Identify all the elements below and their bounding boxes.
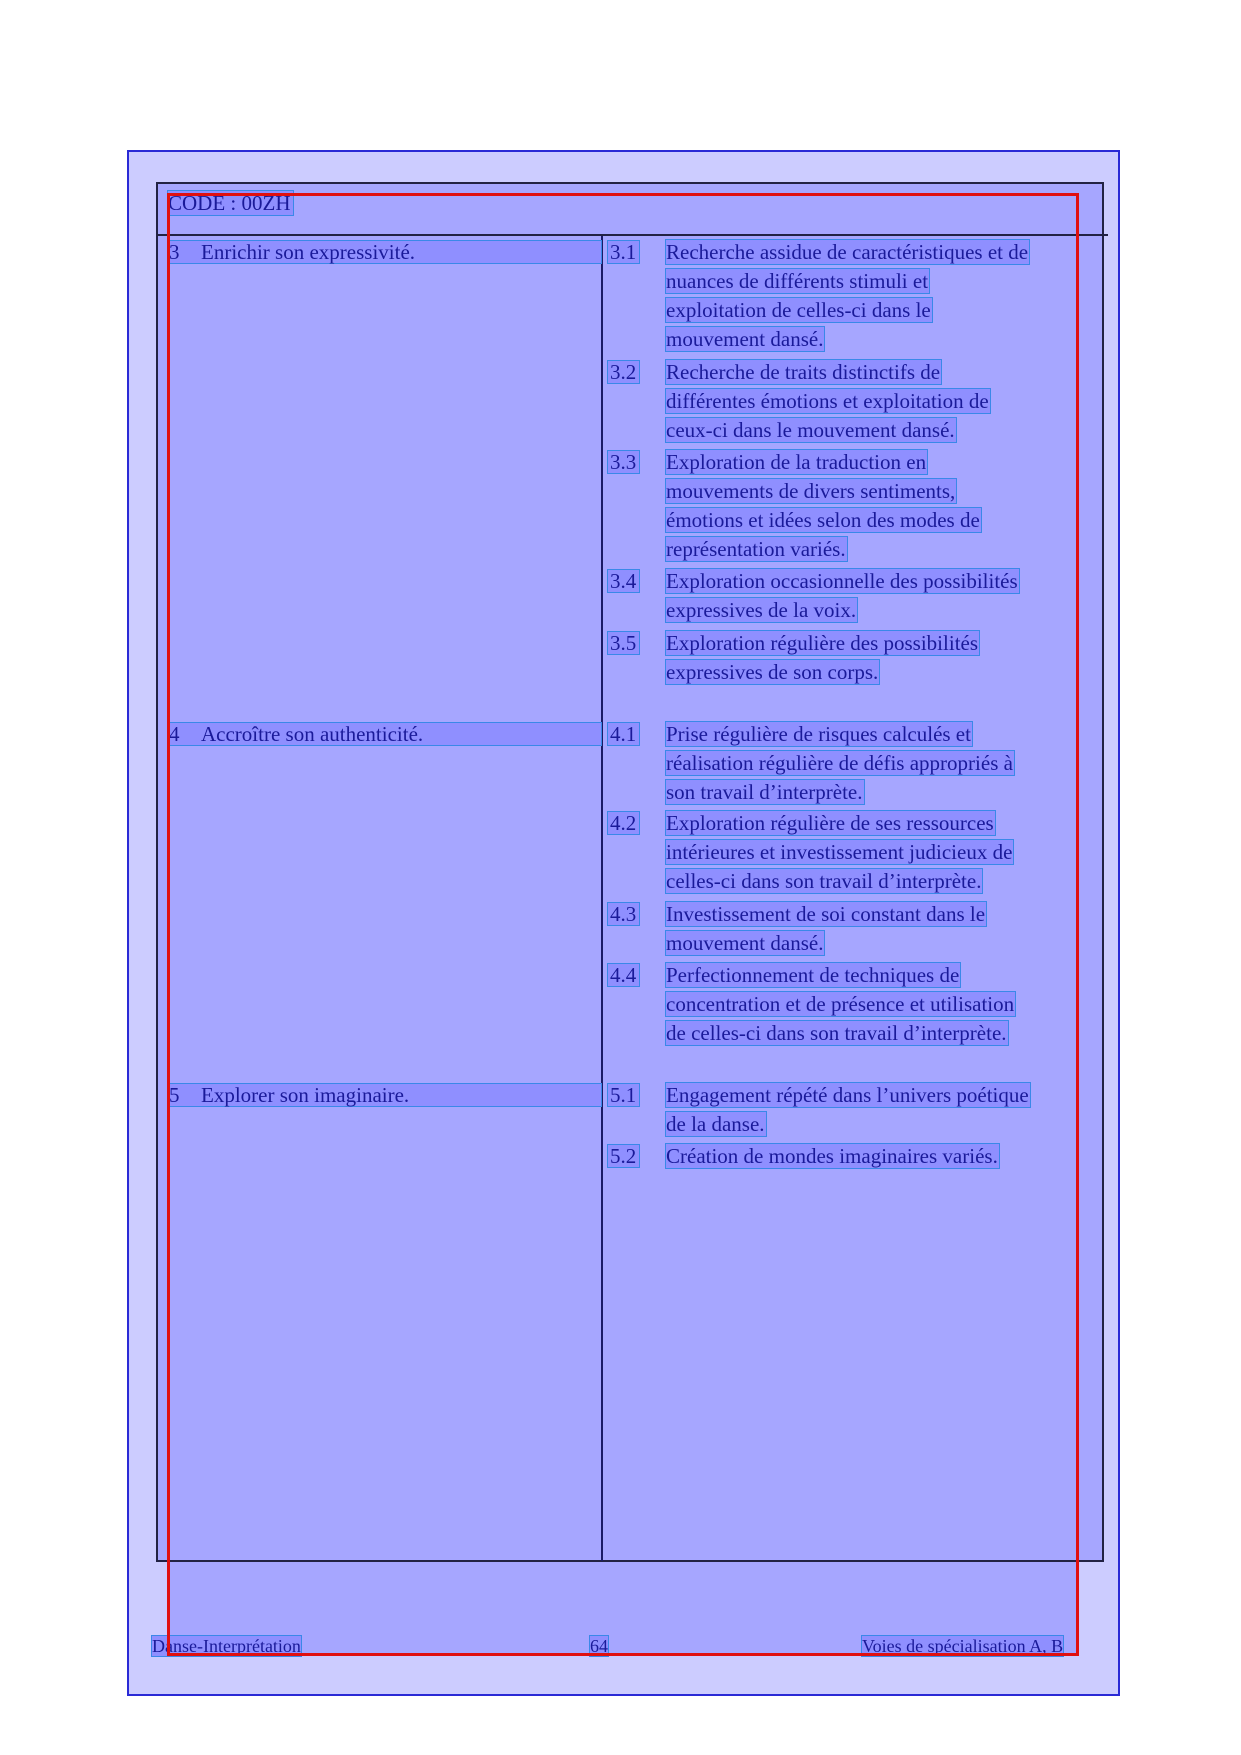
criterion-number: 4.2 bbox=[608, 812, 639, 834]
footer-page-number: 64 bbox=[590, 1636, 608, 1656]
competency-number: 4 bbox=[169, 722, 180, 746]
footer-program: Danse-Interprétation bbox=[152, 1636, 301, 1656]
criterion-line: de celles-ci dans son travail d’interprète. bbox=[666, 1021, 1007, 1045]
criterion-number: 4.3 bbox=[608, 903, 639, 925]
criterion-number: 4.4 bbox=[608, 964, 639, 986]
criterion-line: Exploration occasionnelle des possibilités bbox=[666, 569, 1018, 593]
criterion-line: émotions et idées selon des modes de bbox=[666, 508, 980, 532]
footer-section: Voies de spécialisation A, B bbox=[862, 1636, 1064, 1656]
criterion-number: 3.4 bbox=[608, 570, 639, 592]
criterion-line: réalisation régulière de défis appropriés à bbox=[666, 751, 1013, 775]
criterion-line: ceux-ci dans le mouvement dansé. bbox=[666, 418, 955, 442]
criterion-line: celles-ci dans son travail d’interprète. bbox=[666, 869, 982, 893]
criterion-number: 3.5 bbox=[608, 632, 639, 654]
criterion-line: Engagement répété dans l’univers poétique bbox=[666, 1083, 1029, 1107]
column-divider bbox=[601, 236, 603, 1561]
criterion-line: Prise régulière de risques calculés et bbox=[666, 722, 971, 746]
header-divider bbox=[158, 234, 1108, 236]
criterion-line: Exploration de la traduction en bbox=[666, 450, 927, 474]
criterion-line: mouvements de divers sentiments, bbox=[666, 479, 956, 503]
criterion-line: Perfectionnement de techniques de bbox=[666, 963, 960, 987]
criterion-line: nuances de différents stimuli et bbox=[666, 269, 929, 293]
competency-title: Accroître son authenticité. bbox=[201, 722, 424, 746]
criterion-number: 5.2 bbox=[608, 1145, 639, 1167]
criterion-line: intérieures et investissement judicieux de bbox=[666, 840, 1013, 864]
criterion-line: expressives de son corps. bbox=[666, 660, 879, 684]
competency-4 bbox=[169, 723, 601, 745]
criterion-line: Exploration régulière des possibilités bbox=[666, 631, 979, 655]
criterion-line: Investissement de soi constant dans le bbox=[666, 902, 986, 926]
competency-title: Enrichir son expressivité. bbox=[201, 240, 416, 264]
criterion-number: 3.2 bbox=[608, 361, 639, 383]
criterion-line: de la danse. bbox=[666, 1112, 765, 1136]
criterion-line: Recherche assidue de caractéristiques et de bbox=[666, 240, 1029, 264]
criterion-number: 4.1 bbox=[608, 723, 639, 745]
criterion-line: représentation variés. bbox=[666, 537, 846, 561]
competency-number: 3 bbox=[169, 240, 180, 264]
criterion-line: son travail d’interprète. bbox=[666, 780, 863, 804]
criterion-line: Recherche de traits distinctifs de bbox=[666, 360, 941, 384]
criterion-line: Création de mondes imaginaires variés. bbox=[666, 1144, 998, 1168]
criterion-line: concentration et de présence et utilisation bbox=[666, 992, 1015, 1016]
criterion-number: 3.1 bbox=[608, 241, 639, 263]
criterion-line: mouvement dansé. bbox=[666, 327, 824, 351]
competency-number: 5 bbox=[169, 1083, 180, 1107]
criterion-line: expressives de la voix. bbox=[666, 598, 857, 622]
course-code: CODE : 00ZH bbox=[168, 191, 291, 215]
criterion-line: Exploration régulière de ses ressources bbox=[666, 811, 994, 835]
competency-3 bbox=[169, 241, 601, 263]
competency-title: Explorer son imaginaire. bbox=[201, 1083, 410, 1107]
criterion-number: 3.3 bbox=[608, 451, 639, 473]
competency-5 bbox=[169, 1084, 601, 1106]
criterion-line: exploitation de celles-ci dans le bbox=[666, 298, 931, 322]
criterion-number: 5.1 bbox=[608, 1084, 639, 1106]
criterion-line: différentes émotions et exploitation de bbox=[666, 389, 989, 413]
criterion-line: mouvement dansé. bbox=[666, 931, 824, 955]
